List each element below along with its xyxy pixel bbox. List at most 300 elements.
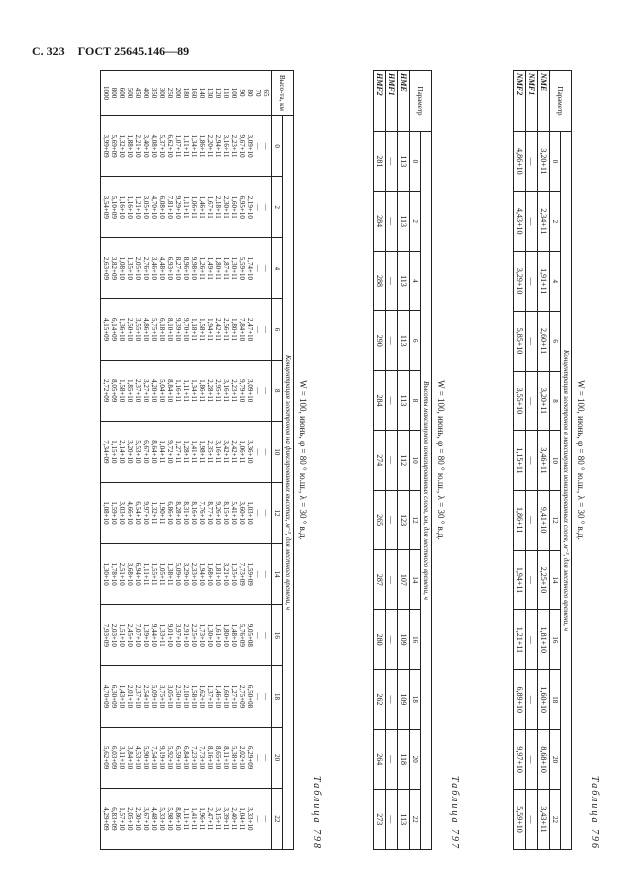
- value-cell: 2,21+10: [134, 134, 142, 158]
- value-cell: 2,03+10: [110, 623, 118, 647]
- value-cell: 1,28+11: [182, 440, 190, 464]
- value-cell: —: [254, 509, 262, 517]
- value-cell: 9,44+10: [150, 623, 158, 647]
- value-cell: 3,84+10: [126, 746, 134, 770]
- value-cell: 1,60+10: [538, 670, 550, 730]
- value-cell: 112: [398, 430, 410, 490]
- value-cell: 8,10+10: [166, 317, 174, 342]
- value-cell: 8,84+10: [166, 379, 174, 403]
- row-label: NMF1: [526, 71, 538, 132]
- value-cell: 6,59+10: [174, 746, 182, 770]
- value-cell: 7,54+10: [150, 746, 158, 770]
- value-cell: 2,20+11: [206, 134, 214, 158]
- value-cell: —: [254, 815, 262, 823]
- hour-cell: 18: [550, 670, 561, 730]
- value-cell: 273: [374, 789, 386, 849]
- hour-cell: 18: [272, 666, 283, 727]
- hour-cell: 0: [410, 132, 421, 192]
- hour-cell: 6: [410, 311, 421, 371]
- row-label: NMF2: [514, 71, 526, 132]
- value-cell: 3,20+11: [538, 371, 550, 431]
- value-column: [101, 177, 272, 238]
- value-cell: 3,27+10: [142, 379, 150, 403]
- value-cell: 4,86+10: [514, 132, 526, 192]
- value-cell: 2,28+11: [206, 379, 214, 403]
- value-cell: 6,83+09: [110, 807, 118, 831]
- hours-row: [272, 71, 283, 850]
- value-cell: —: [254, 264, 262, 272]
- value-cell: 8,11+10: [222, 746, 230, 770]
- value-cell: —: [526, 490, 538, 550]
- value-cell: 113: [398, 311, 410, 371]
- heights-column: [101, 71, 272, 116]
- hour-cell: 16: [410, 610, 421, 670]
- height-value: 70: [254, 89, 262, 97]
- hour-cell: 6: [272, 299, 283, 360]
- value-cell: 9,29+10: [174, 195, 182, 219]
- table-796-label: Таблица 796: [589, 776, 600, 850]
- value-cell: 4,48+10: [150, 807, 158, 831]
- table-797-label: Таблица 797: [449, 776, 460, 850]
- value-cell: 109: [398, 670, 410, 730]
- height-value: 140: [198, 87, 206, 99]
- value-column: [101, 116, 272, 177]
- hour-cell: 10: [410, 430, 421, 490]
- value-cell: 6,95+10: [238, 195, 246, 219]
- value-cell: 3,46+10: [150, 256, 158, 280]
- value-cell: 4,20+10: [150, 379, 158, 403]
- table-798-label: Таблица 798: [311, 776, 322, 850]
- value-cell: —: [254, 203, 262, 211]
- height-value: 120: [214, 87, 222, 99]
- value-cell: 5,85+10: [514, 311, 526, 371]
- height-value: 500: [126, 87, 134, 99]
- value-cell: 5,90+10: [142, 746, 150, 770]
- value-cell: 290: [374, 311, 386, 371]
- table-798-condition: W = 100, июнь, φ = 80 ° ю.ш., λ = 30 ° в.д.: [298, 380, 308, 540]
- value-cell: —: [262, 326, 270, 334]
- value-cell: 1,48+10: [230, 623, 238, 647]
- value-cell: 3,09+10: [246, 134, 254, 158]
- value-cell: 5,59+10: [514, 790, 526, 850]
- hour-cell: 14: [272, 544, 283, 605]
- value-cell: 2,02+10: [238, 746, 246, 770]
- value-cell: 1,85+10: [126, 379, 134, 403]
- value-cell: 3,60+10: [238, 501, 246, 525]
- value-cell: —: [262, 142, 270, 150]
- value-cell: 1,32+10: [118, 134, 126, 158]
- value-cell: 5,09+10: [150, 684, 158, 709]
- value-cell: 1,67+11: [206, 195, 214, 219]
- value-cell: 3,11+10: [118, 746, 126, 770]
- value-cell: —: [254, 570, 262, 578]
- hour-cell: 4: [410, 251, 421, 311]
- value-cell: —: [526, 191, 538, 251]
- value-cell: 3,05+10: [166, 684, 174, 709]
- value-cell: —: [254, 631, 262, 639]
- value-cell: 1,15+11: [514, 431, 526, 490]
- table-796-caption: Концентрация электронов в максимумах ионизированных слоев, м⁻³, для местного времени, ч: [561, 132, 572, 850]
- value-cell: 8,16+10: [206, 746, 214, 770]
- value-cell: 8,86+10: [174, 807, 182, 831]
- value-cell: 113: [398, 191, 410, 251]
- table-796-condition: W = 100, июнь, φ = 80 ° ю.ш., λ = 30 ° в.д.: [576, 380, 586, 540]
- value-cell: 2,42+11: [214, 318, 222, 342]
- table-row: [538, 71, 550, 850]
- value-cell: 5,76+09: [238, 623, 246, 647]
- value-cell: 2,33+10: [190, 562, 198, 586]
- value-cell: —: [386, 789, 398, 849]
- value-cell: 262: [374, 670, 386, 730]
- value-cell: 2,30+10: [134, 807, 142, 831]
- value-cell: 3,40+10: [142, 134, 150, 158]
- value-cell: 1,96+11: [198, 807, 206, 831]
- value-column: [101, 421, 272, 482]
- value-cell: 3,54+09: [102, 195, 110, 219]
- rotated-content: [25, 70, 600, 850]
- value-cell: 1,11+11: [182, 807, 190, 831]
- hour-cell: 14: [550, 550, 561, 610]
- value-cell: 1,35+10: [230, 562, 238, 586]
- row-label: NME: [538, 71, 550, 132]
- value-cell: —: [254, 448, 262, 456]
- value-cell: 1,88+10: [126, 134, 134, 158]
- value-cell: —: [262, 264, 270, 272]
- value-cell: —: [254, 754, 262, 762]
- value-cell: —: [254, 142, 262, 150]
- value-cell: —: [262, 631, 270, 639]
- value-cell: 5,98+10: [166, 807, 174, 831]
- value-cell: 5,10+09: [110, 195, 118, 219]
- value-cell: 1,51+10: [118, 623, 126, 647]
- value-cell: 1,49+11: [206, 256, 214, 280]
- value-cell: 1,74+10: [246, 256, 254, 280]
- hour-cell: 22: [410, 789, 421, 849]
- value-cell: 109: [398, 610, 410, 670]
- value-cell: 5,53+10: [134, 440, 142, 464]
- value-cell: 6,14+09: [110, 317, 118, 342]
- value-cell: 2,47+11: [206, 807, 214, 831]
- value-cell: 3,55+10: [134, 317, 142, 342]
- value-cell: 1,98+11: [198, 440, 206, 464]
- value-cell: 3,43+11: [538, 790, 550, 850]
- value-cell: 1,81+10: [214, 562, 222, 586]
- hour-cell: 16: [550, 610, 561, 670]
- hour-cell: 14: [410, 550, 421, 610]
- value-cell: 4,53+10: [134, 746, 142, 770]
- hour-cell: 6: [550, 311, 561, 371]
- value-cell: 2,40+11: [230, 807, 238, 831]
- value-cell: 1,91+11: [538, 251, 550, 311]
- value-cell: 3,16+11: [214, 440, 222, 464]
- value-cell: 1,05+11: [158, 562, 166, 586]
- table-row: [526, 71, 538, 850]
- value-cell: 1,16+10: [126, 195, 134, 219]
- value-cell: 1,11+11: [182, 134, 190, 158]
- value-cell: 2,05+10: [126, 807, 134, 831]
- value-cell: 1,59+10: [110, 501, 118, 525]
- value-cell: 1,43+10: [118, 684, 126, 709]
- hour-cell: 0: [272, 116, 283, 177]
- page-number: С. 323: [32, 44, 65, 58]
- value-cell: 1,16+10: [118, 195, 126, 219]
- value-cell: 1,58+10: [190, 684, 198, 709]
- height-value: 250: [166, 87, 174, 99]
- value-cell: 2,91+10: [182, 623, 190, 647]
- page-header: [32, 44, 199, 59]
- value-cell: 2,01+10: [126, 684, 134, 709]
- value-cell: 5,33+10: [158, 807, 166, 831]
- height-value: 200: [174, 87, 182, 99]
- value-cell: 3,99+09: [102, 134, 110, 158]
- value-cell: —: [254, 387, 262, 395]
- value-cell: 1,11+11: [142, 562, 150, 586]
- value-cell: 9,05+08: [246, 623, 254, 647]
- value-cell: 288: [374, 251, 386, 311]
- value-cell: 9,67+10: [238, 134, 246, 158]
- value-cell: 3,03+10: [118, 501, 126, 525]
- value-cell: 1,34+11: [190, 379, 198, 403]
- value-cell: 6,86+10: [166, 501, 174, 525]
- value-cell: 9,72+10: [166, 440, 174, 464]
- value-column: [101, 605, 272, 666]
- value-cell: —: [526, 311, 538, 371]
- value-cell: 3,33+10: [246, 807, 254, 831]
- value-cell: 9,01+10: [166, 623, 174, 647]
- value-cell: 2,25+10: [538, 550, 550, 610]
- value-cell: 8,65+10: [214, 746, 222, 770]
- value-cell: 1,94+10: [198, 562, 206, 586]
- value-cell: 123: [398, 490, 410, 550]
- value-cell: —: [526, 371, 538, 431]
- value-cell: 1,41+11: [190, 440, 198, 464]
- value-cell: 5,69+09: [110, 134, 118, 158]
- value-cell: 2,25+10: [190, 623, 198, 647]
- table-797-caption: Высоты максимумов ионизированных слоев, км, для местного времени, ч: [421, 132, 432, 850]
- value-cell: 8,96+10: [182, 256, 190, 280]
- value-cell: 1,58+10: [118, 379, 126, 403]
- value-cell: 4,70+09: [102, 684, 110, 709]
- value-cell: 3,05+10: [142, 195, 150, 219]
- value-cell: —: [386, 311, 398, 371]
- value-cell: 2,51+10: [118, 562, 126, 586]
- value-cell: —: [386, 670, 398, 730]
- value-cell: 3,46+11: [538, 431, 550, 490]
- value-cell: —: [386, 251, 398, 311]
- height-value: 160: [190, 87, 198, 99]
- value-cell: 281: [374, 132, 386, 192]
- value-cell: 6,54+10: [134, 501, 142, 525]
- hour-cell: 10: [272, 421, 283, 482]
- value-cell: 4,48+10: [158, 256, 166, 280]
- height-value: 350: [150, 87, 158, 99]
- value-cell: 2,76+10: [142, 256, 150, 280]
- value-cell: 8,64+10: [150, 440, 158, 464]
- value-cell: 2,50+10: [174, 684, 182, 709]
- value-cell: 107: [398, 550, 410, 610]
- value-cell: 1,27+10: [230, 684, 238, 709]
- value-cell: 3,16+11: [222, 134, 230, 158]
- value-cell: —: [262, 203, 270, 211]
- hours-row: [410, 71, 421, 850]
- value-cell: 264: [374, 729, 386, 789]
- value-column: [101, 666, 272, 727]
- value-cell: 8,16+10: [190, 501, 198, 525]
- value-cell: —: [526, 431, 538, 490]
- standard-code: ГОСТ 25645.146—89: [77, 44, 190, 58]
- value-cell: 2,30+11: [222, 195, 230, 219]
- hour-cell: 10: [550, 431, 561, 490]
- value-cell: 2,18+11: [214, 195, 222, 219]
- value-cell: 7,34+09: [102, 440, 110, 464]
- value-cell: 2,94+11: [214, 134, 222, 158]
- value-cell: 1,59+09: [246, 562, 254, 586]
- value-column: [101, 727, 272, 788]
- value-cell: 2,95+11: [214, 379, 222, 403]
- value-cell: 7,73+10: [198, 746, 206, 770]
- value-cell: —: [526, 550, 538, 610]
- value-cell: 1,15+10: [110, 440, 118, 464]
- value-cell: 118: [398, 729, 410, 789]
- value-cell: 3,97+10: [174, 623, 182, 647]
- value-cell: 1,94+11: [206, 318, 214, 342]
- value-cell: 5,37+10: [158, 134, 166, 158]
- value-cell: 1,36+10: [118, 317, 126, 342]
- value-cell: 8,77+10: [206, 501, 214, 525]
- value-cell: 1,86+11: [514, 490, 526, 550]
- value-cell: 4,66+10: [126, 501, 134, 525]
- value-cell: 1,86+11: [198, 379, 206, 403]
- value-cell: 1,07+11: [174, 134, 182, 158]
- value-column: [101, 544, 272, 605]
- table-row: [386, 71, 398, 850]
- value-cell: 4,15+09: [102, 317, 110, 342]
- value-column: [101, 482, 272, 543]
- value-cell: 9,98+10: [190, 256, 198, 280]
- value-cell: 9,39+10: [174, 317, 182, 342]
- value-cell: 2,23+11: [230, 379, 238, 403]
- value-cell: 5,75+10: [150, 317, 158, 342]
- value-cell: 2,54+10: [142, 684, 150, 709]
- height-value: 400: [142, 87, 150, 99]
- value-cell: 1,06+11: [238, 440, 246, 464]
- hour-cell: 2: [272, 177, 283, 238]
- height-value: 180: [182, 87, 190, 99]
- value-cell: 3,82+09: [110, 256, 118, 280]
- value-cell: —: [262, 509, 270, 517]
- value-cell: 3,09+10: [246, 379, 254, 403]
- value-cell: —: [386, 191, 398, 251]
- value-cell: 113: [398, 132, 410, 192]
- value-cell: 1,27+11: [174, 440, 182, 464]
- value-cell: 3,39+11: [222, 807, 230, 831]
- value-cell: 1,04+11: [238, 807, 246, 831]
- value-cell: 1,21+11: [514, 610, 526, 670]
- value-cell: —: [526, 670, 538, 730]
- value-cell: 1,37+10: [206, 684, 214, 709]
- value-cell: 2,63+09: [102, 256, 110, 280]
- value-cell: 9,97+10: [514, 730, 526, 790]
- value-cell: 6,03+09: [110, 746, 118, 770]
- hour-cell: 22: [550, 790, 561, 850]
- value-cell: 113: [398, 251, 410, 311]
- height-value: 110: [222, 87, 230, 99]
- value-cell: 2,50+10: [126, 317, 134, 342]
- value-cell: 3,55+10: [514, 371, 526, 431]
- hour-cell: 8: [410, 371, 421, 431]
- value-cell: 1,90+11: [158, 501, 166, 525]
- value-cell: 1,87+11: [222, 256, 230, 280]
- value-cell: —: [386, 610, 398, 670]
- value-cell: 2,14+10: [118, 440, 126, 464]
- value-cell: 1,35+10: [126, 256, 134, 280]
- value-cell: 4,29+09: [102, 807, 110, 831]
- value-cell: —: [526, 610, 538, 670]
- value-cell: 1,08+10: [118, 256, 126, 280]
- value-cell: 1,46+11: [198, 195, 206, 219]
- hour-cell: 20: [410, 729, 421, 789]
- hour-cell: 8: [272, 360, 283, 421]
- param-header: Параметр: [550, 71, 572, 132]
- table-797: [373, 70, 432, 850]
- value-column: [101, 299, 272, 360]
- table-row: [101, 71, 272, 850]
- hour-cell: 20: [550, 730, 561, 790]
- value-cell: —: [262, 387, 270, 395]
- value-cell: 6,29+09: [246, 746, 254, 770]
- value-cell: 2,47+10: [246, 317, 254, 342]
- value-column: [101, 360, 272, 421]
- value-cell: 9,70+10: [182, 317, 190, 342]
- value-cell: 3,20+11: [538, 132, 550, 192]
- value-cell: 5,41+10: [230, 501, 238, 525]
- value-cell: 6,94+10: [134, 562, 142, 586]
- value-cell: 1,46+10: [214, 684, 222, 709]
- param-header: Параметр: [410, 71, 432, 132]
- value-cell: 4,43+10: [514, 191, 526, 251]
- value-cell: 1,30+11: [230, 256, 238, 280]
- value-cell: 7,73+09: [238, 562, 246, 586]
- value-cell: 6,89+10: [514, 670, 526, 730]
- value-cell: 2,05+10: [134, 256, 142, 280]
- value-cell: 274: [374, 430, 386, 490]
- value-cell: —: [386, 430, 398, 490]
- value-cell: 1,68+10: [206, 562, 214, 586]
- value-cell: 8,31+10: [182, 501, 190, 525]
- row-label: HMF1: [386, 71, 398, 132]
- value-cell: 287: [374, 550, 386, 610]
- value-cell: 2,37+10: [134, 379, 142, 403]
- value-cell: 8,05+09: [110, 379, 118, 403]
- value-cell: 4,86+10: [142, 317, 150, 342]
- hour-cell: 16: [272, 605, 283, 666]
- value-cell: 9,26+10: [214, 501, 222, 525]
- value-cell: 1,18+11: [190, 318, 198, 342]
- value-cell: —: [254, 326, 262, 334]
- height-value: 300: [158, 87, 166, 99]
- value-cell: 1,80+11: [214, 256, 222, 280]
- row-label: HME: [398, 71, 410, 132]
- table-797-condition: W = 100, июнь, φ = 80 ° ю.ш., λ = 30 ° в.д.: [436, 380, 446, 540]
- value-cell: 5,38+10: [230, 746, 238, 770]
- value-cell: 1,34+11: [190, 134, 198, 158]
- value-cell: 8,27+10: [174, 256, 182, 280]
- hour-cell: 12: [410, 490, 421, 550]
- hour-cell: 4: [550, 251, 561, 311]
- value-cell: —: [526, 132, 538, 192]
- height-value: 1000: [102, 86, 110, 100]
- value-cell: 1,60+11: [230, 195, 238, 219]
